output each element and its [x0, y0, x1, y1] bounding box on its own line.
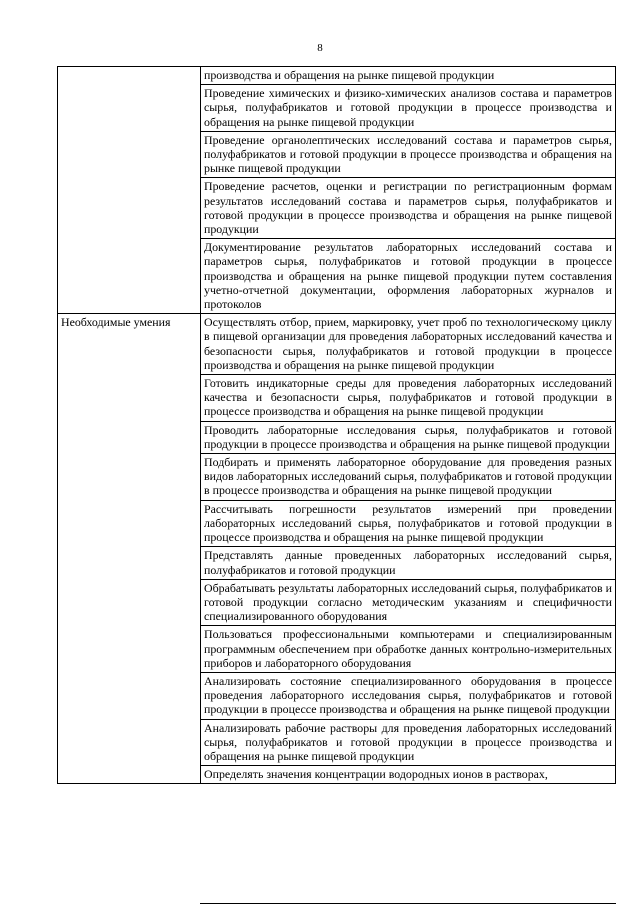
- text-cell: Проведение органолептических исследований состава и параметров сырья, полуфабрикатов и готовой продукции в процессе производства и обращения на рынке пищевой продукции: [201, 131, 616, 178]
- text-cell: Документирование результатов лабораторных исследований состава и параметров сырья, полуфабрикатов и готовой продукции в процессе производства и обращения на рынке пищевой продукции путем составления учетно-отчетной документации, оформления лабораторных журналов и протоколов: [201, 239, 616, 314]
- section-label-required-skills: Необходимые умения: [58, 314, 201, 784]
- text-cell: Рассчитывать погрешности результатов измерений при проведении лабораторных исследований сырья, полуфабрикатов и готовой продукции в процессе производства и обращения на рынке пищевой продукции: [201, 500, 616, 547]
- table-row: [58, 67, 616, 85]
- requirements-table: [57, 66, 616, 784]
- text-cell: Представлять данные проведенных лабораторных исследований сырья, полуфабрикатов и готовой продукции: [201, 547, 616, 579]
- text-cell: Проводить лабораторные исследования сырья, полуфабрикатов и готовой продукции в процессе производства и обращения на рынке пищевой продукции: [201, 421, 616, 453]
- text-cell: производства и обращения на рынке пищевой продукции: [201, 67, 616, 85]
- text-cell: Готовить индикаторные среды для проведения лабораторных исследований качества и безопасности сырья, полуфабрикатов и готовой продукции в процессе производства и обращения на рынке пищевой продукции: [201, 375, 616, 422]
- text-cell: Пользоваться профессиональными компьютерами и специализированным программным обеспечением при обработке данных контрольно-измерительных приборов и лабораторного оборудования: [201, 626, 616, 673]
- page-number: 8: [317, 42, 323, 54]
- text-cell: Проведение химических и физико-химических анализов состава и параметров сырья, полуфабрикатов и готовой продукции в процессе производства и обращения на рынке пищевой продукции: [201, 85, 616, 132]
- text-cell: Осуществлять отбор, прием, маркировку, учет проб по технологическому циклу в пищевой организации для проведения лабораторных исследований качества и безопасности сырья, полуфабрикатов и готовой продукции в процессе производства и обращения на рынке пищевой продукции: [201, 314, 616, 375]
- text-cell: Определять значения концентрации водородных ионов в растворах,: [201, 766, 616, 784]
- text-cell: Анализировать рабочие растворы для проведения лабораторных исследований сырья, полуфабрикатов и готовой продукции в процессе производства и обращения на рынке пищевой продукции: [201, 719, 616, 766]
- table-row: [58, 314, 616, 375]
- text-cell: Обрабатывать результаты лабораторных исследований сырья, полуфабрикатов и готовой продукции согласно методическим указаниям и специфичности специализированного оборудования: [201, 579, 616, 626]
- label-cell: [58, 67, 201, 314]
- text-cell: Подбирать и применять лабораторное оборудование для проведения разных видов лабораторных исследований сырья, полуфабрикатов и готовой продукции в процессе производства и обращения на рынке пищевой продукции: [201, 454, 616, 501]
- divider: [200, 903, 616, 904]
- text-cell: Анализировать состояние специализированного оборудования в процессе проведения лабораторного исследования сырья, полуфабрикатов и готовой продукции в процессе производства и обращения на рынке пищевой продукции: [201, 672, 616, 719]
- text-cell: Проведение расчетов, оценки и регистрации по регистрационным формам результатов исследований состава и параметров сырья, полуфабрикатов и готовой продукции в процессе производства и обращения на рынке пищевой продукции: [201, 178, 616, 239]
